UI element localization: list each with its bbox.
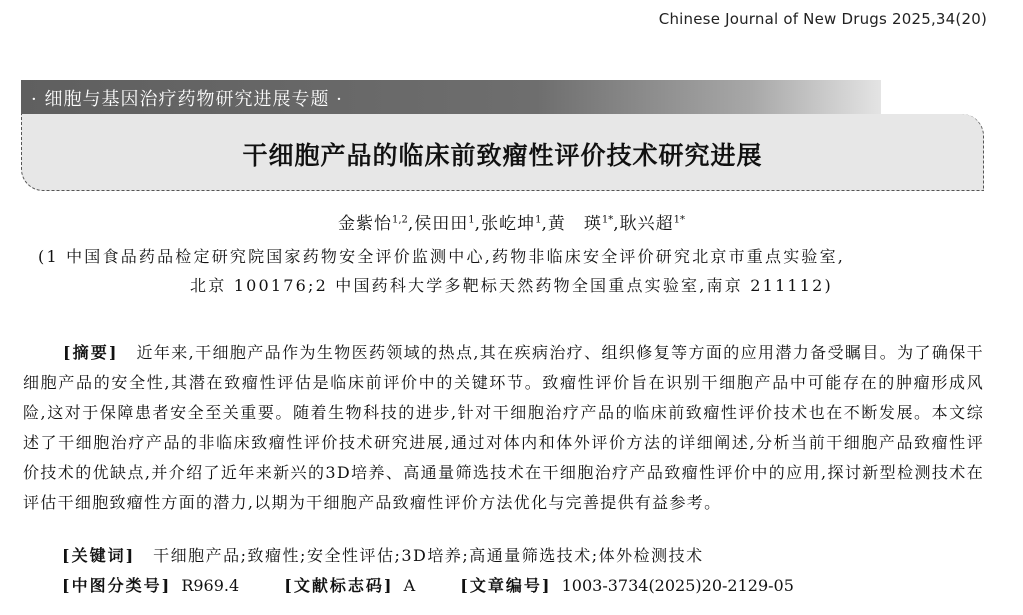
keywords-label: [关键词] bbox=[62, 546, 136, 565]
affiliation-line: (1 中国食品药品检定研究院国家药物安全评价监测中心,药物非临床安全评价研究北京市重点实验室, bbox=[38, 247, 846, 266]
author-affiliation-mark: 1* bbox=[673, 214, 686, 226]
article-number-item bbox=[460, 576, 794, 595]
author-name: 耿兴超 bbox=[619, 214, 674, 234]
journal-header: Chinese Journal of New Drugs 2025,34(20) bbox=[658, 10, 987, 28]
column-banner bbox=[21, 80, 881, 114]
classification-line bbox=[62, 573, 834, 596]
article-number-value: 1003-3734(2025)20-2129-05 bbox=[561, 576, 794, 595]
article-title: 干细胞产品的临床前致瘤性评价技术研究进展 bbox=[242, 141, 763, 170]
clc-label: [中图分类号] bbox=[62, 576, 172, 595]
author-name: 侯田田 bbox=[414, 214, 469, 234]
author-affiliation-mark: 1,2 bbox=[391, 214, 408, 226]
keywords bbox=[62, 543, 704, 566]
doc-code-item bbox=[284, 576, 415, 595]
column-banner-text: · 细胞与基因治疗药物研究进展专题 · bbox=[31, 89, 343, 110]
doc-code-label: [文献标志码] bbox=[284, 576, 394, 595]
author-name: 张屹坤 bbox=[481, 214, 536, 234]
author-list: 金紫怡$^{1,2}$,侯田田$^1$,张屹坤$^1$,黄 瑛$^{1*}$,耿兴超$^{1*}$ bbox=[337, 214, 686, 234]
abstract-label: [摘要] bbox=[63, 343, 119, 362]
author-name: 金紫怡 bbox=[337, 214, 392, 234]
doc-code-value: A bbox=[403, 576, 416, 595]
keywords-text: 干细胞产品;致瘤性;安全性评估;3D培养;高通量筛选技术;体外检测技术 bbox=[153, 546, 704, 565]
author-affiliation-mark: 1 bbox=[535, 214, 542, 226]
clc-item bbox=[62, 576, 239, 595]
author-name: 黄 瑛 bbox=[547, 214, 602, 234]
author-affiliation-mark: 1 bbox=[468, 214, 475, 226]
article-number-label: [文章编号] bbox=[460, 576, 552, 595]
author-affiliation-mark: 1* bbox=[601, 214, 614, 226]
abstract bbox=[23, 338, 984, 518]
clc-value: R969.4 bbox=[181, 576, 240, 595]
abstract-text: 近年来,干细胞产品作为生物医药领域的热点,其在疾病治疗、组织修复等方面的应用潜力备受瞩目。为了确保干细胞产品的安全性,其潜在致瘤性评估是临床前评价中的关键环节。致瘤性评价旨在识别干细胞产品中可能存在的肿瘤形成风险,这对于保障患者安全至关重要。随着生物科技的进步,针对干细胞治疗产品的临床前致瘤性评价技术也在不断发展。本文综述了干细胞治疗产品的非临床致瘤性评价技术研究进展,通过对体内和体外评价方法的详细阐述,分析当前干细胞产品致瘤性评价技术的优缺点,并介绍了近年来新兴的3D培养、高通量筛选技术在干细胞治疗产品致瘤性评价中的应用,探讨新型检测技术在评估干细胞致瘤性方面的潜力,以期为干细胞产品致瘤性评价方法优化与完善提供有益参考。 bbox=[23, 343, 984, 512]
affiliation-line: 北京 100176;2 中国药科大学多靶标天然药物全国重点实验室,南京 211112) bbox=[190, 276, 833, 295]
title-box bbox=[21, 114, 984, 191]
